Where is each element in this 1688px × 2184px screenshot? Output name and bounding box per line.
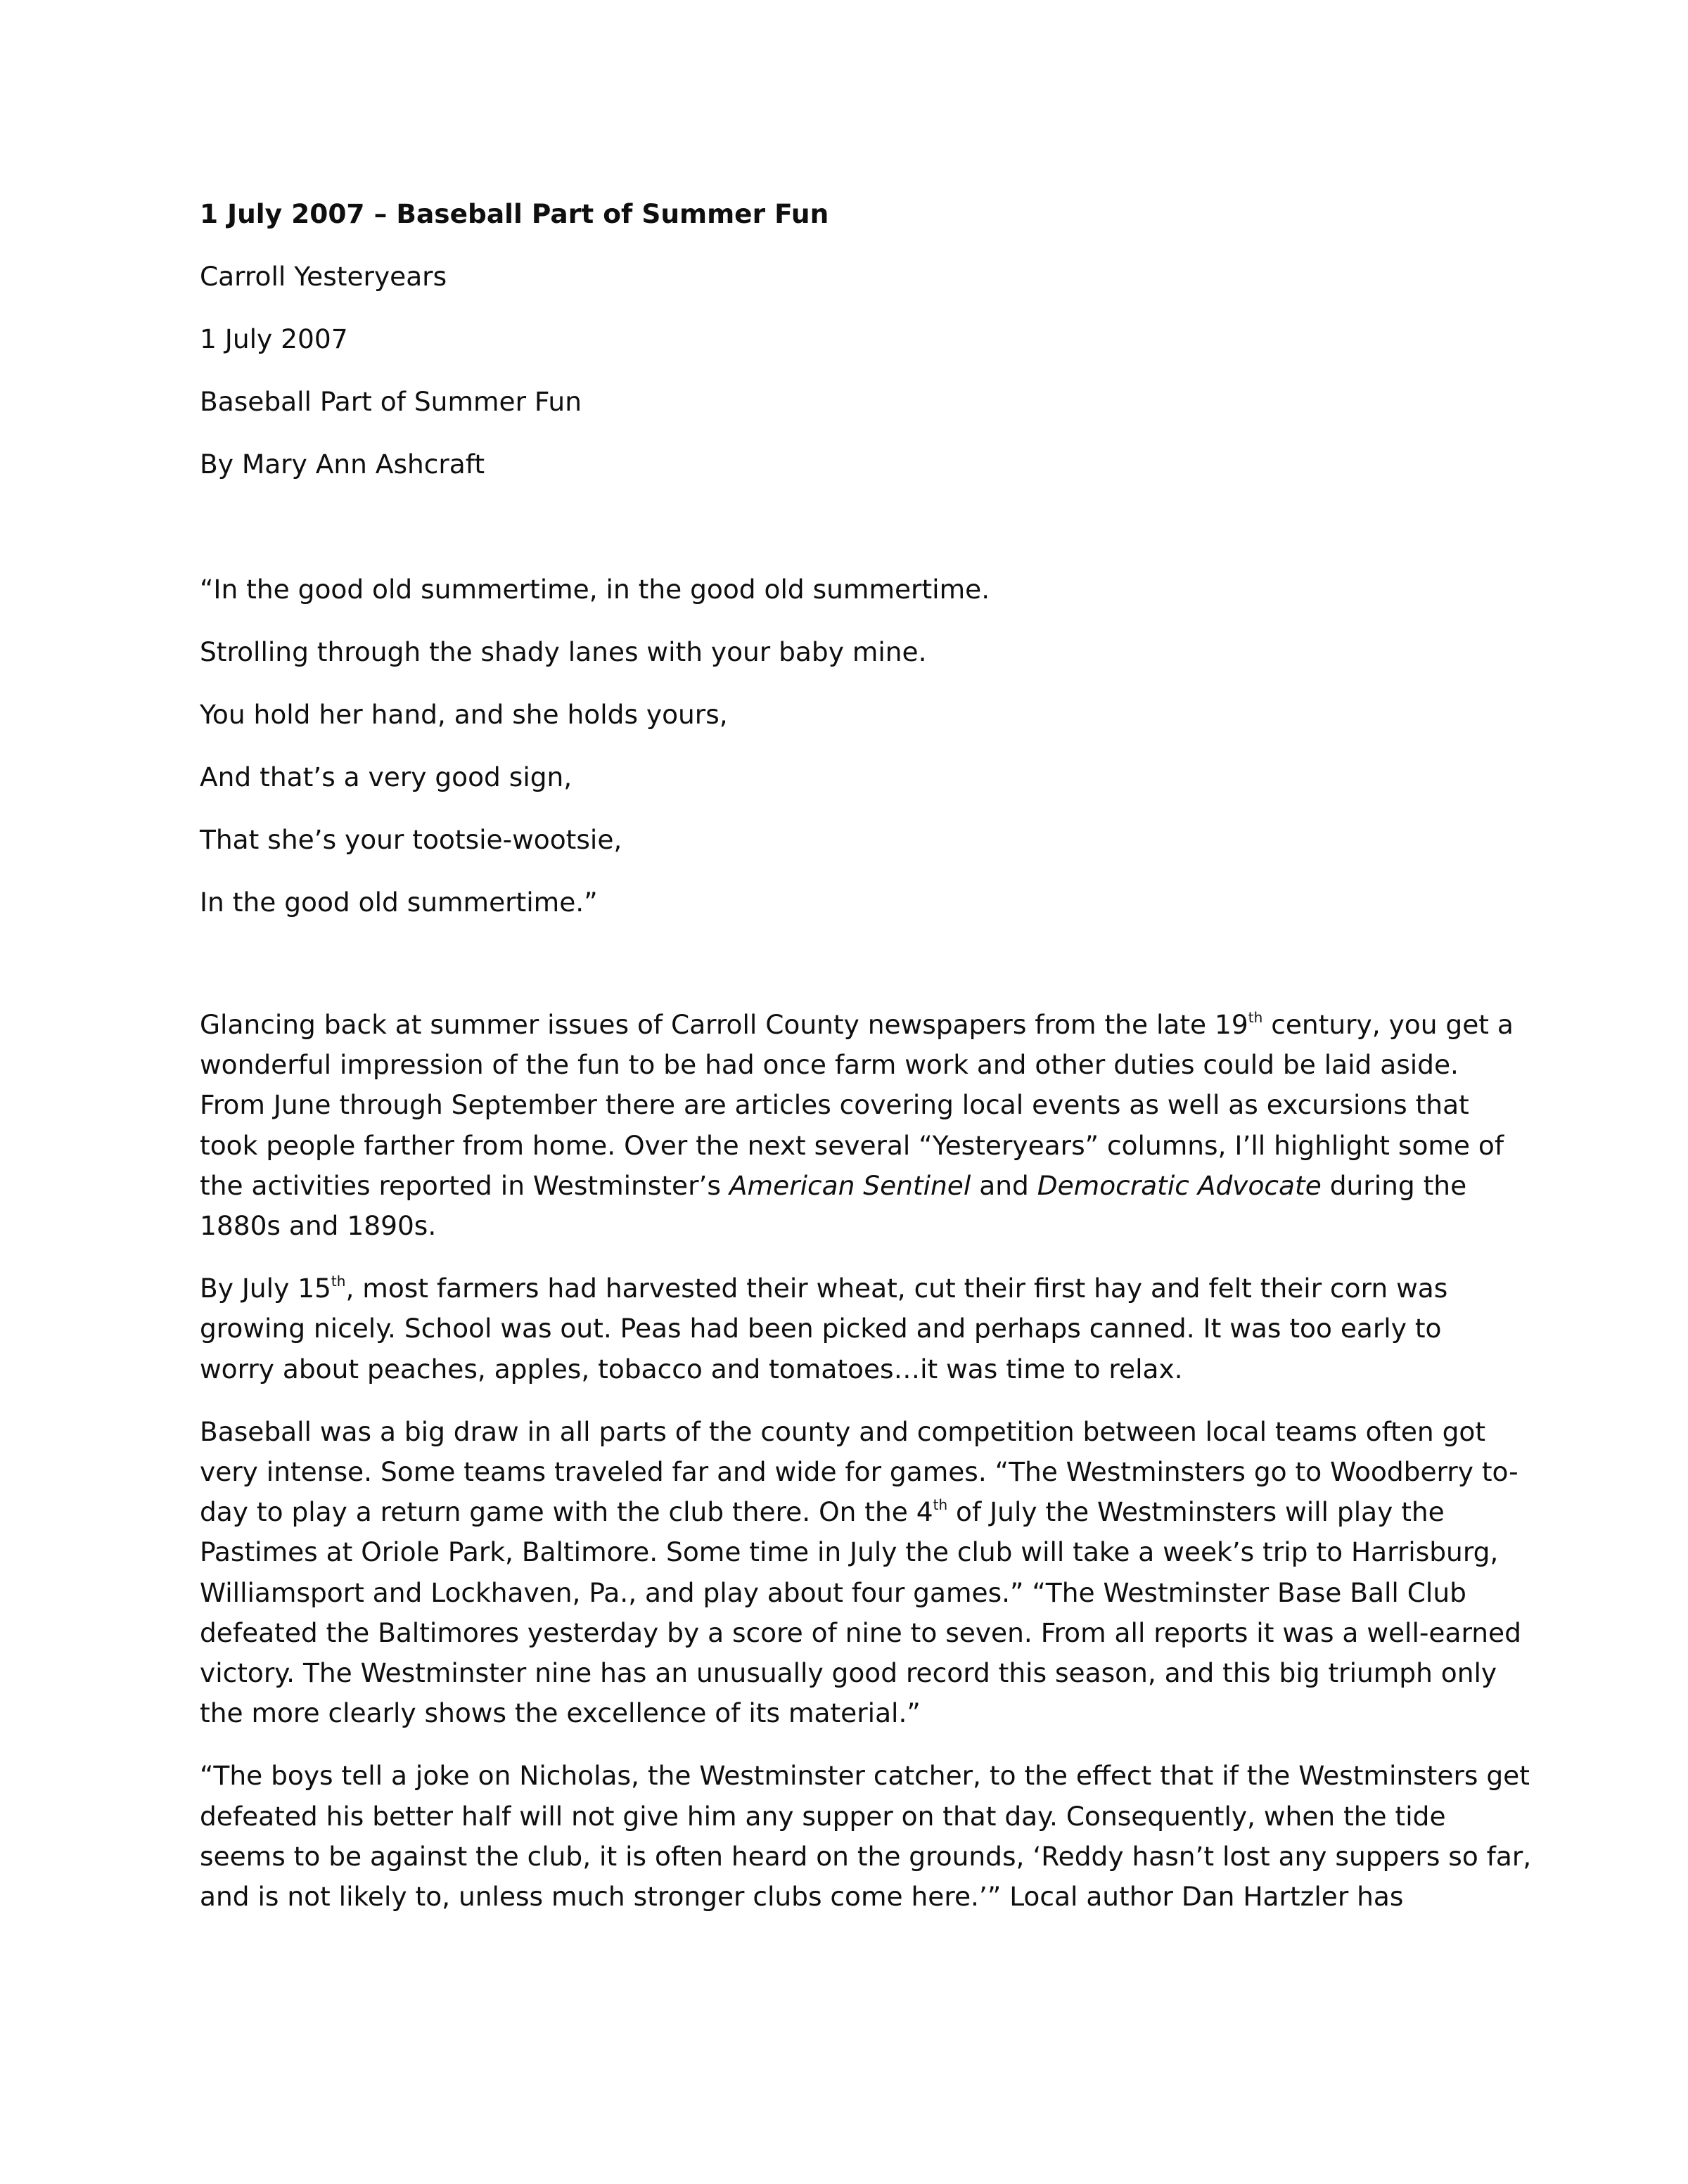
- text-run: the activities reported in Westminster’s: [200, 1169, 729, 1201]
- text-line: Williamsport and Lockhaven, Pa., and play about four games.” “The Westminster Base Ball Club: [200, 1576, 1466, 1608]
- text-line: defeated his better half will not give him any supper on that day. Consequently, when the tide: [200, 1800, 1446, 1832]
- poem-line: That she’s your tootsie-wootsie,: [200, 824, 622, 855]
- text-line: [200, 1009, 1514, 1040]
- article-body: [200, 1005, 1532, 1917]
- text-run: Glancing back at summer issues of Carroll County newspapers from the late 19: [200, 1009, 1248, 1040]
- text-line: growing nicely. School was out. Peas had been picked and perhaps canned. It was too early to: [200, 1313, 1442, 1344]
- article-headline: Baseball Part of Summer Fun: [200, 386, 582, 417]
- text-line: wonderful impression of the fun to be had once farm work and other duties could be laid aside.: [200, 1049, 1459, 1081]
- text-line: Pastimes at Oriole Park, Baltimore. Some time in July the club will take a week’s trip to Harrisburg,: [200, 1536, 1499, 1568]
- document-title: 1 July 2007 – Baseball Part of Summer Fun: [200, 198, 829, 229]
- text-line: seems to be against the club, it is often heard on the grounds, ‘Reddy hasn’t lost any suppers so far,: [200, 1840, 1532, 1872]
- newspaper-title: Democratic Advocate: [1037, 1169, 1322, 1201]
- text-line: took people farther from home. Over the next several “Yesteryears” columns, I’ll highlight some of: [200, 1129, 1504, 1161]
- text-run: of July the Westminsters will play the: [947, 1496, 1445, 1528]
- poem-line: And that’s a very good sign,: [200, 762, 573, 792]
- text-line: 1880s and 1890s.: [200, 1210, 437, 1242]
- text-line: “The boys tell a joke on Nicholas, the Westminster catcher, to the effect that if the Westminsters get: [200, 1760, 1530, 1792]
- poem-line: You hold her hand, and she holds yours,: [200, 699, 728, 730]
- article-date: 1 July 2007: [200, 323, 348, 354]
- byline: By Mary Ann Ashcraft: [200, 449, 485, 480]
- text-run: By July 15: [200, 1273, 331, 1304]
- column-name: Carroll Yesteryears: [200, 261, 447, 292]
- newspaper-title: American Sentinel: [729, 1169, 971, 1201]
- poem-line: In the good old summertime.”: [200, 887, 598, 918]
- paragraph-1: [200, 1005, 1522, 1246]
- text-run: , most farmers had harvested their wheat, cut their first hay and felt their corn was: [345, 1273, 1448, 1304]
- text-run: day to play a return game with the club there. On the 4: [200, 1496, 933, 1528]
- text-run: and: [971, 1169, 1037, 1201]
- text-line: defeated the Baltimores yesterday by a score of nine to seven. From all reports it was a well-earned: [200, 1617, 1521, 1648]
- poem: [200, 574, 1522, 918]
- text-line: worry about peaches, apples, tobacco and tomatoes…it was time to relax.: [200, 1353, 1183, 1385]
- poem-line: Strolling through the shady lanes with your baby mine.: [200, 636, 927, 667]
- text-line: [200, 1496, 1445, 1527]
- text-line: and is not likely to, unless much stronger clubs come here.’” Local author Dan Hartzler has: [200, 1881, 1404, 1913]
- text-run: during the: [1321, 1169, 1467, 1201]
- poem-line: “In the good old summertime, in the good old summertime.: [200, 574, 990, 605]
- superscript: th: [331, 1273, 346, 1290]
- text-line: Baseball was a big draw in all parts of the county and competition between local teams often got: [200, 1415, 1486, 1447]
- text-line: very intense. Some teams traveled far and wide for games. “The Westminsters go to Woodberry to-: [200, 1456, 1518, 1488]
- paragraph-3: [200, 1412, 1522, 1734]
- text-line: victory. The Westminster nine has an unusually good record this season, and this big triumph only: [200, 1657, 1497, 1689]
- paragraph-4: [200, 1756, 1532, 1917]
- text-run: century, you get a: [1262, 1009, 1514, 1040]
- text-line: [200, 1273, 1447, 1304]
- text-line: [200, 1170, 1466, 1201]
- text-line: the more clearly shows the excellence of its material.”: [200, 1697, 921, 1729]
- superscript: th: [1248, 1009, 1263, 1026]
- article: [200, 198, 1532, 1917]
- paragraph-2: [200, 1268, 1522, 1389]
- superscript: th: [933, 1496, 948, 1514]
- text-line: From June through September there are articles covering local events as well as excursions that: [200, 1089, 1469, 1121]
